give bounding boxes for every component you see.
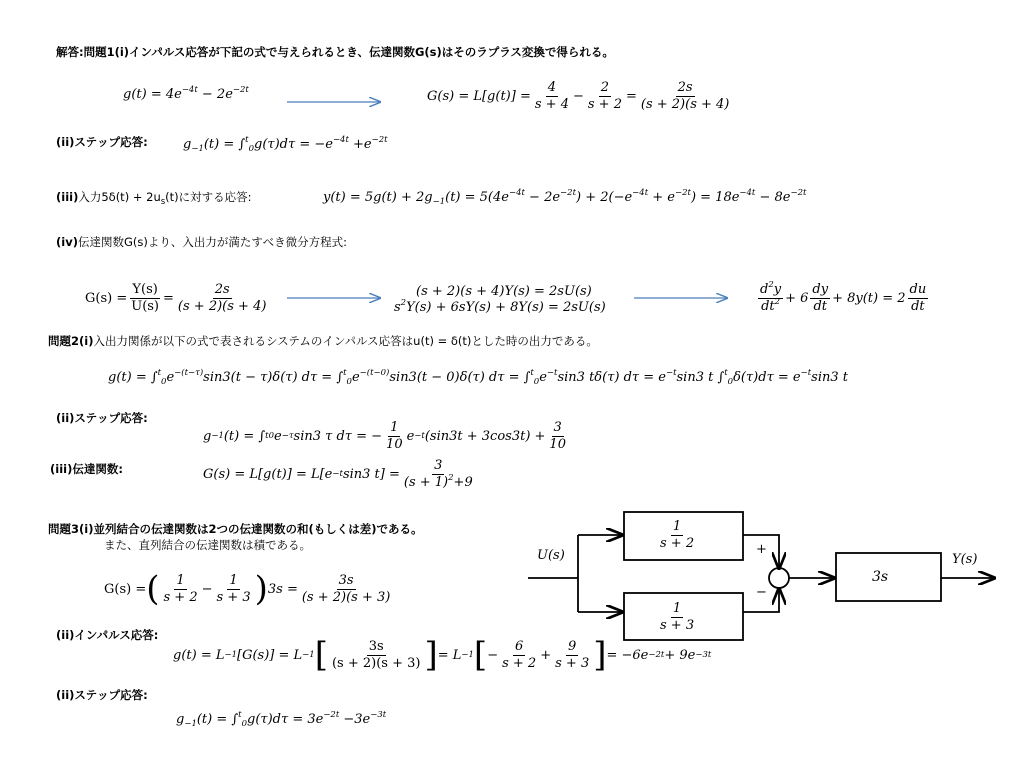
p1-impulse-eq: $g(t) = 4e^{-4t} - 2e^{-2t}$ [123, 85, 249, 102]
p2-label: 問題2(i)入出力関係が以下の式で表されるシステムのインパルス応答はu(t) = δ(t)とした時の出力である。 [48, 334, 598, 348]
header-label: 解答:問題1(i)インパルス応答が下記の式で与えられるとき、伝達関数G(s)はそのラプラス変換で得られる。 [56, 45, 614, 59]
block-gain-label: 3s [872, 569, 889, 585]
p1-step-eq: $g_{-1}(t) = \int^t_0g(\tau)d\tau = -e^{-4t} +e^{-2t}$ [183, 135, 388, 154]
junction-plus: + [756, 542, 767, 557]
p2-iii-label: (iii)伝達関数: [50, 462, 123, 476]
p1-iv-G-eq: G(s) = $\frac{Y(s)}{U(s)}$ = $\frac{2s}{(s + 2)(s + 4)}$ [85, 282, 267, 314]
p3-ii-label: (ii)インパルス応答: [56, 628, 159, 642]
p1-ii-label: (ii)ステップ応答: [56, 135, 148, 149]
p1-iv-system: (s + 2)(s + 4)Y(s) = 2sU(s) $s^2Y(s) + 6sY(s) + 8Y(s) = 2sU(s)$ [394, 284, 606, 316]
p1-iv-label: (iv)伝達関数G(s)より、入出力が満たすべき微分方程式: [56, 235, 347, 249]
p1-iv-ode: $d^2y$ $dt^2$ + 6 dy dt + 8y(t) = 2 du dt [760, 280, 927, 314]
p2-step-eq: g −1 (t) = ∫ t 0 e −τ sin3 τ dτ = − $\frac{1}{10}$ e −t (sin3t + 3cos3t) + $\frac{3}{10}$ [203, 420, 566, 452]
summing-junction [769, 568, 789, 588]
diagram-output-label: Y(s) [952, 552, 978, 567]
p3-iii-label: (ii)ステップ応答: [56, 688, 148, 702]
p1-transfer-eq: G(s) = L[g(t)] = $\frac{4}{s + 4}$ − $\frac{2}{s + 2}$ = $\frac{2s}{(s + 2)(s + 4)}$ [427, 80, 730, 112]
p2-impulse-eq: $g(t) = \int^t_0e^{-(t-\tau)}\sin 3(t - \tau)\delta(\tau) d\tau = \int^t_0e^{-(t-0)}\sin 3(t - 0)\delta(\tau) d\tau = \int^t_0e^{-t}\sin 3$ tδ(τ) $d\tau = e^{-t}\sin 3$ t $\int^t_0\delta(\tau)d\tau = e^{-t}\sin 3$ t [108, 368, 849, 387]
p3-impulse-eq: g(t) = L −1 [G(s)] = L −1 [ 3s (s + 2)(s + 3) ] = L −1 [ − $\frac{6}{s + 2}$ + $\frac{9}{s + 3}$ ] = −6e −2t + 9e −3t [173, 635, 712, 675]
block-bottom-label: $\frac{1}{s + 3}$ [660, 601, 695, 633]
p2-transfer-eq: G(s) = L[g(t)] = L[e −t sin3 t] = $\frac{3}{(s + 1)^2+9}$ [203, 458, 473, 490]
block-top-label: $\frac{1}{s + 2}$ [660, 519, 695, 551]
p1-iii-label: (iii)入力$5\delta(t) + 2u_s(t)$に対する応答: [56, 190, 252, 207]
p3-transfer-eq: G(s) = ( 1 s + 2 − $\frac{1}{s + 3}$ ) 3s = $\frac{3s}{(s + 2)(s + 3)}$ [104, 569, 391, 609]
block-gain [836, 553, 941, 601]
p3-step-eq: $g_{-1}(t) = \int^t_0g(\tau)d\tau = 3e^{-2t} -3e^{-3t}$ [176, 710, 387, 729]
diagram-input-label: U(s) [537, 548, 565, 563]
p3-label: 問題3(i)並列結合の伝達関数は2つの伝達関数の和(もしくは差)である。 また、直列結合の伝達関数は積である。 [48, 522, 423, 552]
p2-ii-label: (ii)ステップ応答: [56, 411, 148, 425]
block-diagram [528, 512, 994, 640]
junction-minus: − [756, 585, 767, 600]
p1-response-eq: $y(t) = 5g(t) + 2g_{-1}(t) = 5(4e^{-4t} - 2e^{-2t}) + 2(-e^{-4t} + e^{-2t}) = 18e^{-4t} - 8e^{-2t}$ [323, 188, 807, 207]
